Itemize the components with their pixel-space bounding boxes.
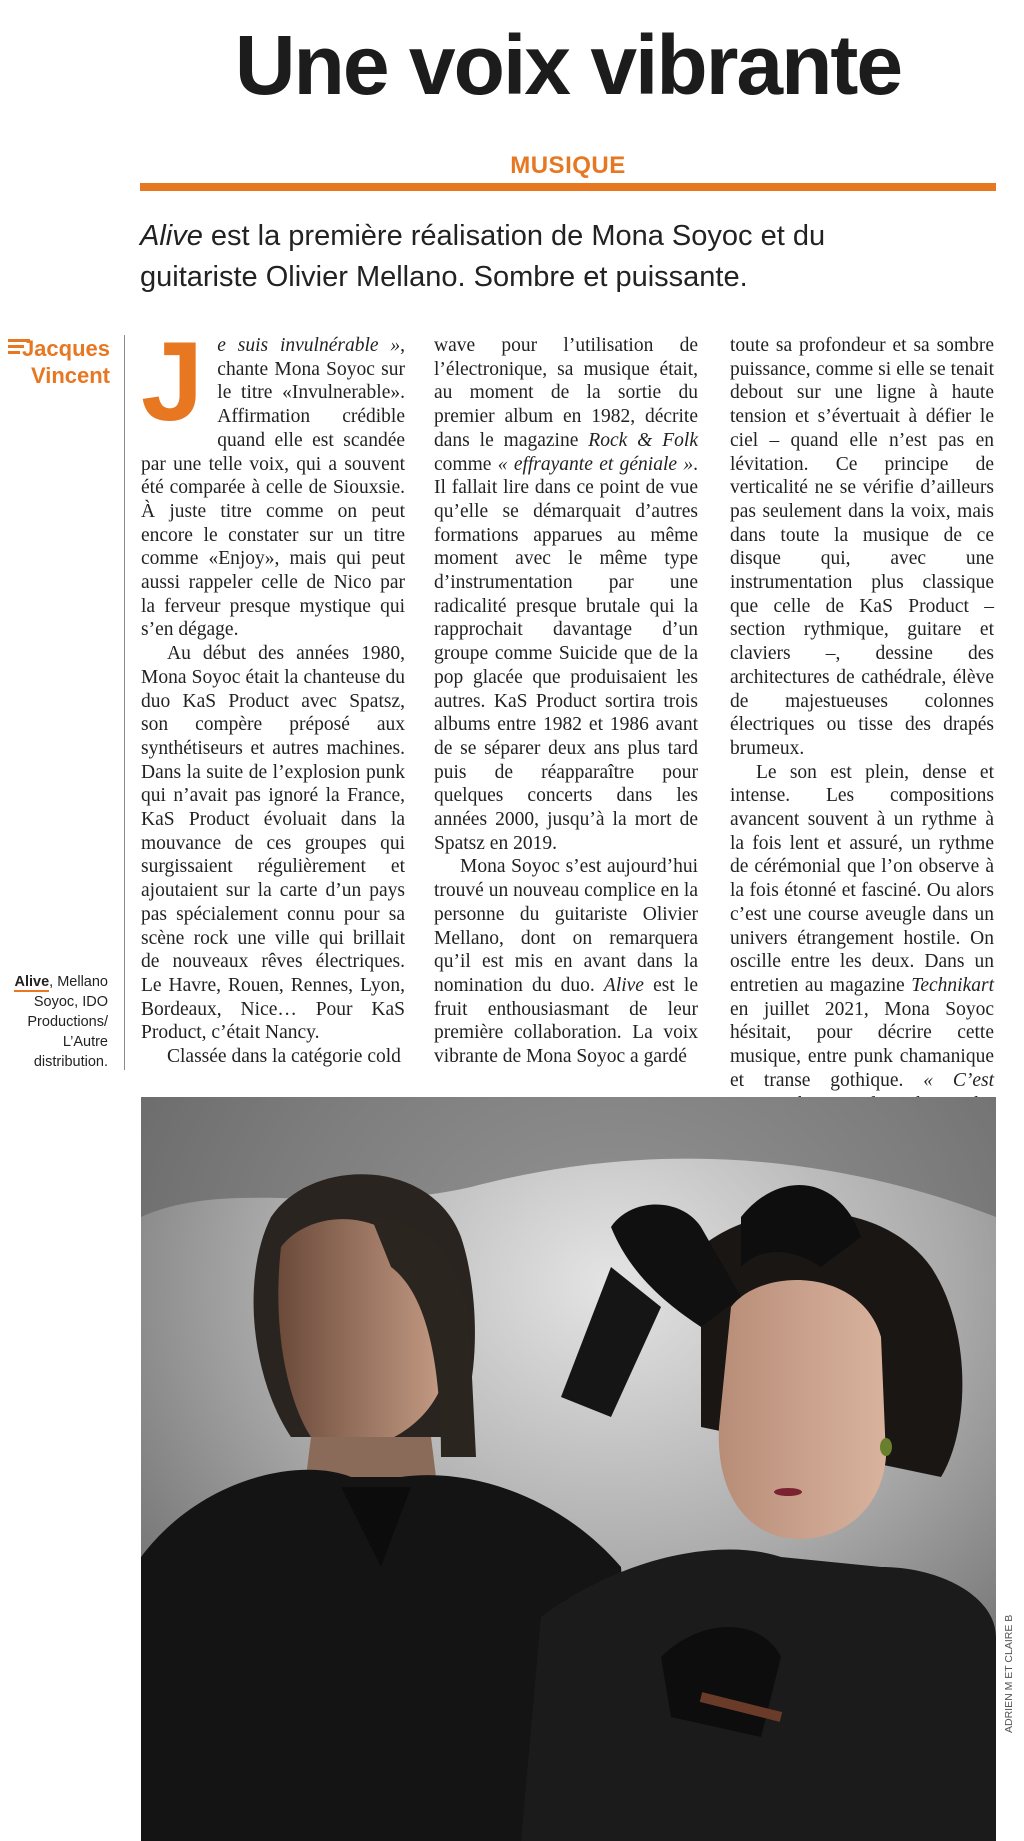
article-paragraph: Le son est plein, dense et intense. Les compositions avancent souvent à un rythme à la fois lent et assuré, un rythme de cérémonial que l’on observe à la fois étonné et fasciné. Ou alors c’est une course aveugle dans un univers étrangement hostile. On oscille entre les deux. Dans un entretien au magazine Technikart en juillet 2021, Mona Soyoc hésitait, pour décrire cette musique, entre punk chamanique et transe gothique. « C’est <box>730 761 994 1235</box>
article-paragraph: wave pour l’utilisation de l’électronique, sa musique était, au moment de la sortie du premier album en 1982, décrite dans le magazine Rock & Folk comme « effrayante et géniale ». Il fallait lire dans ce point de vue qu’elle se démarquait d’autres formations apparues au même moment avec le même type d’instrumentation par une radicalité presque brutale qui la rapprochait davantage d’un groupe comme Suicide que de la pop glacée que produisaient les autres. KaS Product sortira trois albums entre 1982 et 1986 avant de se séparer deux ans plus tard puis de réapparaître pour quelques concerts dans les années 2000, jusqu’à la mort de Spatsz en 2019. <box>434 335 698 854</box>
caption-title: Alive <box>14 974 50 990</box>
caption-text: , Mellano Soyoc, IDO Productions/ L’Autre distribution. <box>27 974 108 1070</box>
article-paragraph: Mona Soyoc s’est aujourd’hui trouvé un nouveau complice en la personne du guitariste Olivier Mellano, dont on remarquera qu’il est mis en avant dans la nomination du duo. Alive est le fruit enthousiasmant de leur première collaboration. La voix vibrante de Mona Soyoc a gardé <box>434 856 699 1068</box>
rubric-rule <box>140 183 996 191</box>
article-paragraph: Je suis invulnérable », chante Mona Soyoc sur le titre «Invulnerable». Affirmation crédible quand elle est scandée par une telle voix, qui a souvent été comparée à celle de Siouxsie. À juste titre comme on peut encore le constater sur un titre comme «Enjoy», mais qui peut aussi rappeler celle de Nico par la ferveur presque mystique qui s’en dégage. <box>141 319 405 641</box>
section-rubric: MUSIQUE <box>510 152 626 179</box>
photo-credit: ADRIEN M ET CLAIRE B <box>1003 1614 1015 1733</box>
article-paragraph: Classée dans la catégorie cold <box>167 1046 401 1068</box>
opening-quote: e suis invulnérable » <box>217 335 401 356</box>
dropcap: J <box>141 319 204 444</box>
deck <box>140 216 920 298</box>
album-caption <box>0 972 108 1072</box>
article-paragraph: toute sa profondeur et sa sombre puissance, comme si elle se tenait debout sur une ligne à haute tension et s’évertuait à défier le ciel – quand elle n’est pas en lévitation. Ce principe de verticalité ne se vérifie d’ailleurs pas seulement dans la voix, mais dans toute la musique de ce disque qui, avec une instrumentation plus classique que celle de KaS Product – section rythmique, guitare et claviers –, dessine des architectures de cathédrale, élève de majestueuses colonnes électriques ou tisse des drapés brumeux. <box>730 335 994 759</box>
deck-text: est la première réalisation de Mona Soyoc et du guitariste Olivier Mellano. Sombre et puissante. <box>140 220 826 293</box>
deck-album-title: Alive <box>140 220 203 252</box>
headline: Une voix vibrante <box>234 18 902 112</box>
article-column-2 <box>434 334 698 1069</box>
duo-photo <box>141 1097 996 1841</box>
article-column-1 <box>141 319 405 1069</box>
column-divider <box>124 335 125 1070</box>
article-paragraph: Au début des années 1980, Mona Soyoc était la chanteuse du duo KaS Product avec Spatsz, son compère préposé aux synthétiseurs et autres machines. Dans la suite de l’explosion punk qui n’avait pas ignoré la France, KaS Product évoluait dans la mouvance de ces groupes qui surgissaient régulièrement et ajoutaient sur la carte d’un pays pas spécialement connu pour sa scène rock une ville qui brillait de nouveaux rêves électriques. Le Havre, Rouen, Rennes, Lyon, Bordeaux, Nice… Pour KaS Product, c’était Nancy. <box>141 643 405 1044</box>
byline: Jacques Vincent <box>21 336 110 388</box>
